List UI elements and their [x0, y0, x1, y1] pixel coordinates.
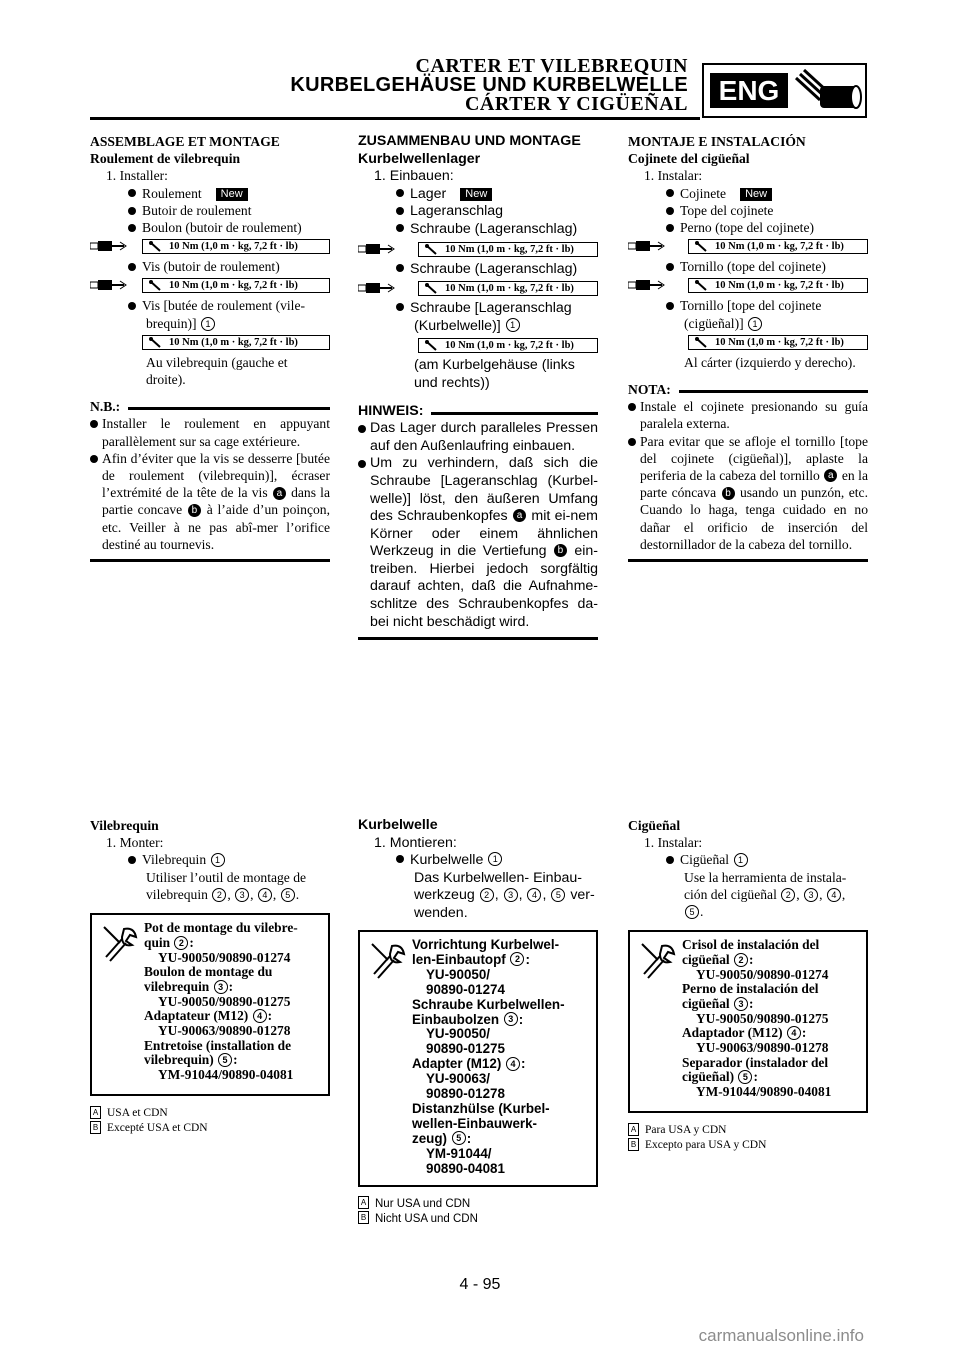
list-item: Cigüeñal 1 [628, 851, 868, 868]
list-item: Vilebrequin 1 [90, 851, 330, 868]
watermark-link[interactable]: carmanualsonline.info [698, 1326, 864, 1345]
header-rule [90, 117, 700, 120]
new-badge: New [740, 188, 772, 201]
list-item: Vis [butée de roulement (vile- [90, 297, 330, 314]
wrench-icon [694, 337, 708, 348]
tighten-bolt-icon [628, 240, 668, 252]
torque-value: 10 Nm (1,0 m · kg, 7,2 ft · lb) [142, 239, 330, 254]
section-heading: ASSEMBLAGE ET MONTAGE [90, 134, 280, 149]
instruction-text: und rechts)) [414, 374, 490, 391]
list-item: Kurbelwelle 1 [358, 852, 598, 870]
instruction-text: 5 . [628, 903, 868, 920]
new-badge: New [460, 188, 492, 201]
bullet-icon [90, 420, 98, 428]
sub-heading: Kurbelwelle [358, 817, 438, 833]
bullet-icon [396, 264, 404, 272]
note-end-rule [628, 559, 868, 562]
crank-section-fr [90, 817, 330, 903]
column-de [358, 133, 598, 640]
torque-spec [90, 277, 330, 295]
bullet-icon [128, 224, 136, 232]
instruction-text: ción del cigüeñal 2 , 3 , 4 , [684, 886, 846, 902]
list-item: Perno (tope del cojinete) [628, 219, 868, 236]
section-heading: ZUSAMMENBAU UND MONTAGE [358, 133, 581, 149]
torque-value: 10 Nm (1,0 m · kg, 7,2 ft · lb) [418, 281, 598, 296]
note-item: Afin d’éviter que la vis se desserre [butée de roulement (vilebrequin)], écraser l’extrémité de la tête de la vis a dans la partie concave b à l’aide d’un poinçon, etc. Veiller à ne pas abî-mer l’orifice destiné au tournevis. [90, 450, 330, 553]
list-item: Tornillo (tope del cojinete) [628, 258, 868, 275]
torque-value: 10 Nm (1,0 m · kg, 7,2 ft · lb) [418, 338, 598, 353]
sub-heading: Vilebrequin [90, 818, 159, 833]
header-title-de: KURBELGEHÄUSE UND KURBELWELLE [290, 74, 688, 96]
torque-spec [358, 241, 598, 259]
footnotes-de: A Nur USA und CDN B Nicht USA und CDN [358, 1197, 598, 1227]
section-heading: MONTAJE E INSTALACIÓN [628, 134, 806, 149]
step-label: 1. Installer: [106, 168, 168, 184]
instruction-text: Das Kurbelwellen- Einbau- [414, 869, 582, 886]
note-item: Para evitar que se afloje el tornillo [tope del cojinete (cigüeñal)], aplaste la periferia de la cabeza del tornillo a en la parte cóncava b usando un punzón, etc. Cuando lo haga, tenga cuidado en no dañar el orificio de inserción del destornillador de la cabeza del tornillo. [628, 433, 868, 553]
bullet-icon [396, 189, 404, 197]
torque-value: 10 Nm (1,0 m · kg, 7,2 ft · lb) [142, 335, 330, 350]
sub-heading: Cigüeñal [628, 818, 681, 833]
tighten-bolt-icon [628, 279, 668, 291]
torque-value: 10 Nm (1,0 m · kg, 7,2 ft · lb) [688, 239, 868, 254]
crank-section-de [358, 817, 598, 923]
list-item: Schraube (Lageranschlag) [358, 261, 598, 279]
bullet-icon [358, 460, 366, 468]
special-tool-box-es: Crisol de instalación del cigüeñal 2 : YU-90050/90890-01274 Perno de instalación del cigüeñal 3 : YU-90050/90890-01275 Adaptador (M12) 4 : YU-90063/90890-01278 Separador (instalador del cigüeñal) 5 : YM-91044/90890-04081 [628, 930, 868, 1113]
list-item-cont: brequin)] 1 [90, 315, 330, 332]
bullet-icon [628, 403, 636, 411]
list-item: Butoir de roulement [90, 202, 330, 219]
torque-spec [358, 337, 598, 355]
torque-value: 10 Nm (1,0 m · kg, 7,2 ft · lb) [688, 335, 868, 350]
wrench-icon [148, 280, 162, 291]
list-item: Boulon (butoir de roulement) [90, 219, 330, 236]
instruction-text: werkzeug 2 , 3 , 4 , 5 ver- [414, 887, 595, 904]
list-item: Roulement New [90, 185, 330, 202]
note-item: Installer le roulement en appuyant parallèlement sur sa cage extérieure. [90, 415, 330, 449]
page-number: 4 - 95 [459, 1276, 501, 1293]
sub-heading: Roulement de vilebrequin [90, 151, 241, 167]
instruction-text: wenden. [414, 904, 468, 921]
wrench-icon [148, 241, 162, 252]
list-item: Lageranschlag [358, 203, 598, 221]
note-header: N.B.: [90, 398, 330, 415]
note-header: NOTA: [628, 381, 868, 398]
torque-spec [90, 238, 330, 256]
column-fr [90, 133, 330, 562]
special-tool-icon [100, 923, 140, 963]
bullet-icon [396, 224, 404, 232]
bullet-icon [666, 856, 674, 864]
bullet-icon [128, 263, 136, 271]
bullet-icon [628, 438, 636, 446]
bullet-icon [666, 189, 674, 197]
wrench-icon [148, 337, 162, 348]
note-item: Um zu verhindern, daß sich die Schraube [Lageranschlag (Kurbel-welle)] löst, den äußeren Umfang des Schraubenkopfes a mit ei-nem Körner oder einem ähnlichen Werkzeug in die Vertiefung b ein-treiben. Hierbei jedoch sorgfältig darauf achten, daß die Aufnahme-schlitze des Schraubenkopfes da-bei nicht beschädigt wird. [358, 455, 598, 631]
step-label: 1. Monter: [106, 835, 164, 851]
step-label: 1. Montieren: [374, 834, 457, 851]
instruction-text: (am Kurbelgehäuse (links [414, 357, 575, 374]
list-item: Tope del cojinete [628, 202, 868, 219]
instruction-text: droite). [146, 372, 186, 388]
note-end-rule [90, 559, 330, 562]
special-tool-icon [368, 940, 408, 980]
special-tool-box-fr: Pot de montage du vilebre- quin 2 : YU-90050/90890-01274 Boulon de montage du vilebrequin 3 : YU-90050/90890-01275 Adaptateur (M12) 4 : YU-90063/90890-01278 Entretoise (installation de vilebrequin) 5 : YM-91044/90890-04081 [90, 913, 330, 1096]
callout-1: 1 [201, 317, 215, 331]
sub-heading: Kurbelwellenlager [358, 150, 481, 167]
crankshaft-icon [794, 68, 864, 114]
engine-section-badge [702, 63, 867, 118]
wrench-icon [424, 283, 438, 294]
step-label: 1. Instalar: [644, 835, 703, 851]
bullet-icon [396, 303, 404, 311]
bullet-icon [128, 302, 136, 310]
wrench-icon [424, 244, 438, 255]
footnotes-es: A Para USA y CDN B Excepto para USA y CDN [628, 1123, 868, 1153]
sub-heading: Cojinete del cigüeñal [628, 151, 750, 167]
instruction-text: Au vilebrequin (gauche et [146, 354, 288, 370]
instruction-text: vilebrequin 2 , 3 , 4 , 5 . [146, 886, 300, 902]
torque-value: 10 Nm (1,0 m · kg, 7,2 ft · lb) [142, 278, 330, 293]
list-item: Schraube (Lageranschlag) [358, 221, 598, 239]
bullet-icon [396, 207, 404, 215]
torque-spec [628, 238, 868, 256]
column-es [628, 133, 868, 562]
torque-spec [628, 277, 868, 295]
instruction-text: Al cárter (izquierdo y derecho). [684, 354, 856, 370]
step-label: 1. Instalar: [644, 168, 703, 184]
tighten-bolt-icon [358, 282, 398, 294]
header-title-es: CÁRTER Y CIGÜEÑAL [464, 93, 688, 115]
list-item: Vis (butoir de roulement) [90, 258, 330, 275]
list-item: Cojinete New [628, 185, 868, 202]
torque-spec [628, 334, 868, 352]
wrench-icon [694, 241, 708, 252]
list-item-cont: (cigüeñal)] 1 [628, 315, 868, 332]
special-tool-icon [638, 940, 678, 980]
torque-value: 10 Nm (1,0 m · kg, 7,2 ft · lb) [688, 278, 868, 293]
note-item: Instale el cojinete presionando su guía paralela externa. [628, 398, 868, 432]
callout-b: b [188, 504, 201, 517]
new-badge: New [216, 188, 248, 201]
bullet-icon [666, 224, 674, 232]
wrench-icon [424, 340, 438, 351]
list-item-cont: (Kurbelwelle)] 1 [358, 318, 598, 336]
bullet-icon [666, 263, 674, 271]
list-item: Tornillo [tope del cojinete [628, 297, 868, 314]
footnotes-fr: A USA et CDN B Excepté USA et CDN [90, 1106, 330, 1136]
bullet-icon [90, 455, 98, 463]
list-item: Lager New [358, 186, 598, 204]
note-item: Das Lager durch paralleles Pressen auf den Außenlaufring einbauen. [358, 420, 598, 455]
tighten-bolt-icon [90, 279, 130, 291]
step-label: 1. Einbauen: [374, 168, 454, 185]
torque-value: 10 Nm (1,0 m · kg, 7,2 ft · lb) [418, 242, 598, 257]
tighten-bolt-icon [358, 243, 398, 255]
instruction-text: Utiliser l’outil de montage de [146, 869, 307, 885]
wrench-icon [694, 280, 708, 291]
bullet-icon [128, 856, 136, 864]
bullet-icon [666, 302, 674, 310]
note-header: HINWEIS: [358, 403, 598, 421]
bullet-icon [666, 207, 674, 215]
crank-section-es [628, 817, 868, 920]
torque-spec [358, 280, 598, 298]
tighten-bolt-icon [90, 240, 130, 252]
instruction-text: Use la herramienta de instala- [684, 869, 847, 885]
bullet-icon [358, 425, 366, 433]
torque-spec [90, 334, 330, 352]
eng-label: ENG [710, 73, 788, 108]
special-tool-box-de: Vorrichtung Kurbelwel- len-Einbautopf 2 : YU-90050/ 90890-01274 Schraube Kurbelwellen- Einbaubolzen 3 : YU-90050/ 90890-01275 Adapter (M12) 4 : YU-90063/ 90890-01278 Distanzhülse (Kurbel- wellen-Einbauwerk- zeug) 5 : YM-91044/ 90890-04081 [358, 930, 598, 1187]
bullet-icon [128, 189, 136, 197]
bullet-icon [128, 207, 136, 215]
header-title-fr: CARTER ET VILEBREQUIN [415, 55, 688, 77]
callout-a: a [273, 487, 286, 500]
note-end-rule [358, 637, 598, 640]
bullet-icon [396, 855, 404, 863]
list-item: Schraube [Lageranschlag [358, 300, 598, 318]
